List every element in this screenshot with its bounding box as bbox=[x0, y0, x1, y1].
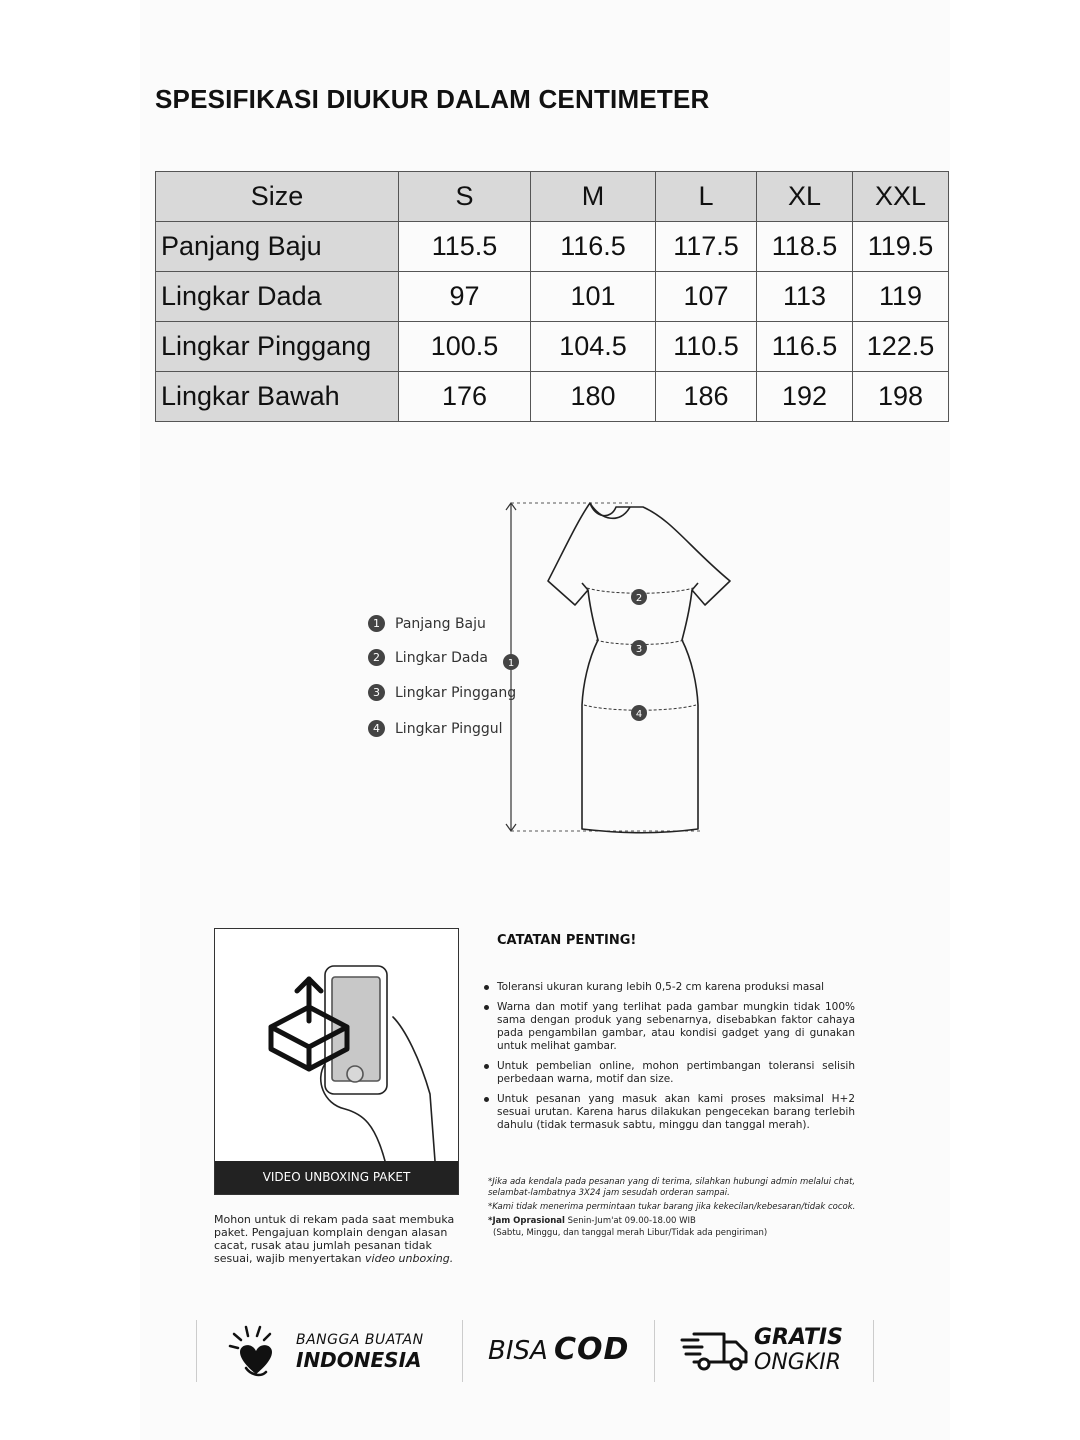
row-label: Lingkar Dada bbox=[156, 272, 399, 322]
table-cell: 97 bbox=[399, 272, 531, 322]
table-cell: 180 bbox=[531, 372, 656, 422]
table-cell: 118.5 bbox=[757, 222, 853, 272]
table-cell: 115.5 bbox=[399, 222, 531, 272]
operating-hours-value: Senin-Jum'at 09.00-18.00 WIB bbox=[564, 1216, 696, 1226]
page-title: SPESIFIKASI DIUKUR DALAM CENTIMETER bbox=[155, 84, 710, 114]
legend-label: Lingkar Pinggang bbox=[395, 684, 517, 701]
marker-4-label: 4 bbox=[635, 709, 643, 720]
table-cell: 107 bbox=[656, 272, 757, 322]
fine-print-line: *Kami tidak menerima permintaan tukar barang jika kekecilan/kebesaran/tidak cocok. bbox=[488, 1202, 856, 1212]
operating-hours-note: (Sabtu, Minggu, dan tanggal merah Libur/Tidak ada pengiriman) bbox=[493, 1228, 768, 1238]
table-cell: 186 bbox=[656, 372, 757, 422]
marker-4 bbox=[631, 705, 647, 721]
table-cell: 104.5 bbox=[531, 322, 656, 372]
phone-box-illustration-icon bbox=[215, 929, 460, 1161]
badge-divider bbox=[196, 1320, 197, 1382]
bangga-line1: BANGGA BUATAN bbox=[296, 1332, 424, 1348]
length-arrow bbox=[506, 503, 700, 831]
video-unboxing-label: VIDEO UNBOXING PAKET bbox=[215, 1161, 458, 1194]
table-cell: 116.5 bbox=[757, 322, 853, 372]
table-cell: 119.5 bbox=[853, 222, 949, 272]
table-cell: 176 bbox=[399, 372, 531, 422]
footer-badges bbox=[196, 1320, 874, 1382]
table-cell: 100.5 bbox=[399, 322, 531, 372]
unboxing-note-italic: video unboxing. bbox=[365, 1252, 454, 1265]
table-row bbox=[156, 322, 949, 372]
bangga-line2: INDONESIA bbox=[296, 1348, 422, 1372]
table-cell: 110.5 bbox=[656, 322, 757, 372]
gratis-line2: ONGKIR bbox=[754, 1350, 842, 1375]
delivery-truck-icon bbox=[680, 1328, 750, 1374]
marker-1 bbox=[503, 654, 519, 670]
legend-number: 3 bbox=[368, 684, 385, 701]
legend-label: Lingkar Pinggul bbox=[395, 720, 503, 737]
badge-divider bbox=[462, 1320, 463, 1382]
marker-2-label: 2 bbox=[635, 593, 643, 604]
list-item: Untuk pesanan yang masuk akan kami proses maksimal H+2 sesuai urutan. Karena harus dilakukan pengecekan barang terlebih dahulu (tidak termasuk sabtu, minggu dan tanggal merah). bbox=[483, 1093, 855, 1132]
table-cell: 116.5 bbox=[531, 222, 656, 272]
list-item: Warna dan motif yang terlihat pada gambar mungkin tidak 100% sama dengan produk yang sebenarnya, disebabkan faktor cahaya pada pengambilan gambar, atau kondisi gadget yang di gunakan untuk melihat gambar. bbox=[483, 1001, 855, 1053]
table-cell: 192 bbox=[757, 372, 853, 422]
table-cell: 117.5 bbox=[656, 222, 757, 272]
legend-label: Lingkar Dada bbox=[395, 649, 488, 666]
list-item: Untuk pembelian online, mohon pertimbangan toleransi selisih perbedaan warna, motif dan size. bbox=[483, 1060, 855, 1086]
badge-divider bbox=[873, 1320, 874, 1382]
badge-divider bbox=[654, 1320, 655, 1382]
table-header-row bbox=[156, 172, 949, 222]
video-unboxing-card bbox=[214, 928, 459, 1195]
table-cell: 198 bbox=[853, 372, 949, 422]
table-row bbox=[156, 272, 949, 322]
row-label: Panjang Baju bbox=[156, 222, 399, 272]
size-chart-table bbox=[155, 171, 949, 422]
cod-prefix: BISA bbox=[488, 1336, 548, 1366]
fine-print-line: *Jika ada kendala pada pesanan yang di terima, silahkan hubungi admin melalui chat, selambat-lambatnya 3X24 jam sesudah orderan sampai. bbox=[488, 1177, 856, 1198]
operating-hours bbox=[488, 1216, 868, 1227]
marker-2 bbox=[631, 589, 647, 605]
row-label: Lingkar Bawah bbox=[156, 372, 399, 422]
dress-measurement-diagram bbox=[360, 490, 740, 850]
legend-number: 2 bbox=[368, 649, 385, 666]
fine-print bbox=[488, 1177, 868, 1242]
marker-1-label: 1 bbox=[507, 658, 515, 669]
legend-number: 1 bbox=[368, 615, 385, 632]
header-cell-xxl: XXL bbox=[853, 172, 949, 222]
marker-3 bbox=[631, 640, 647, 656]
header-cell-size: Size bbox=[156, 172, 399, 222]
unboxing-note-text: Mohon untuk di rekam pada saat membuka paket. Pengajuan komplain dengan alasan cacat, rusak atau jumlah pesanan tidak sesuai, wajib menyertakan bbox=[214, 1213, 455, 1265]
marker-3-label: 3 bbox=[635, 644, 643, 655]
table-row bbox=[156, 222, 949, 272]
header-cell-l: L bbox=[656, 172, 757, 222]
row-label: Lingkar Pinggang bbox=[156, 322, 399, 372]
cod-main: COD bbox=[554, 1332, 630, 1367]
list-item: Toleransi ukuran kurang lebih 0,5-2 cm karena produksi masal bbox=[483, 981, 855, 994]
legend-label: Panjang Baju bbox=[395, 615, 486, 632]
header-cell-s: S bbox=[399, 172, 531, 222]
notes-list bbox=[483, 981, 855, 1139]
heart-hand-icon bbox=[226, 1324, 286, 1380]
notes-title: CATATAN PENTING! bbox=[497, 933, 637, 948]
table-row bbox=[156, 372, 949, 422]
table-cell: 101 bbox=[531, 272, 656, 322]
unboxing-note bbox=[214, 1213, 464, 1265]
header-cell-m: M bbox=[531, 172, 656, 222]
dress-outline bbox=[548, 503, 730, 833]
operating-hours-label: *Jam Oprasional bbox=[488, 1216, 565, 1226]
header-cell-xl: XL bbox=[757, 172, 853, 222]
gratis-line1: GRATIS bbox=[754, 1325, 843, 1350]
table-cell: 113 bbox=[757, 272, 853, 322]
table-cell: 122.5 bbox=[853, 322, 949, 372]
table-cell: 119 bbox=[853, 272, 949, 322]
legend-number: 4 bbox=[368, 720, 385, 737]
